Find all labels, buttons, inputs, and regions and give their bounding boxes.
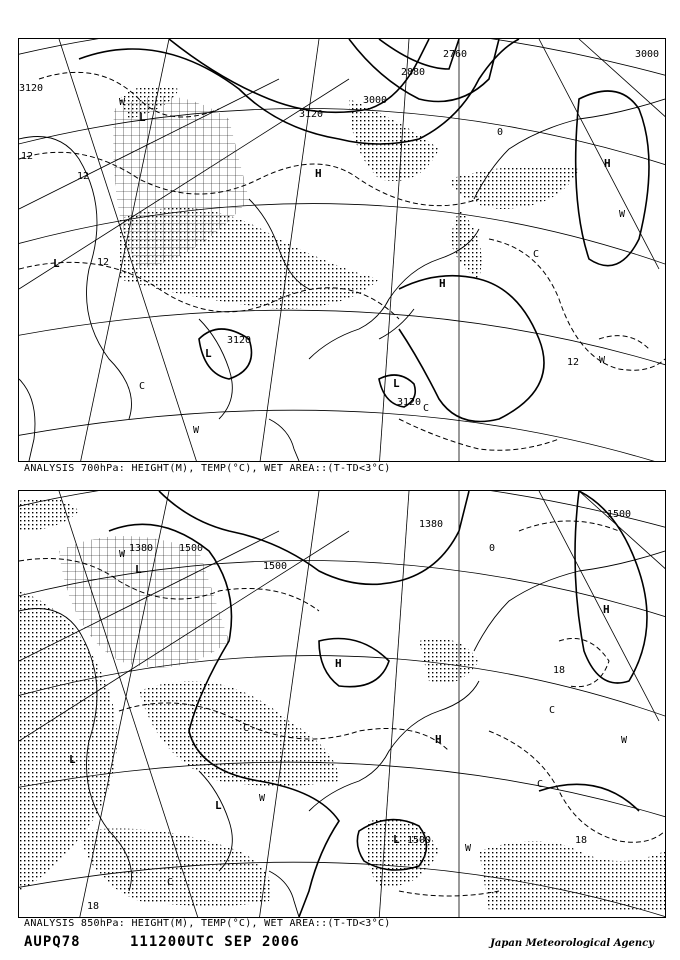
high-center: H [335,657,342,670]
contour-label: 1500 [407,835,432,846]
wet-areas [19,498,665,911]
caption-850hpa: ANALYSIS 850hPa: HEIGHT(M), TEMP(°C), WET AREA::(T-TD<3°C) [24,918,391,929]
isotherm-label: 18 [87,901,100,912]
contour-label: 3120 [227,335,252,346]
contour-label: 1500 [607,509,632,520]
map-700hpa-svg [19,39,665,461]
warm-marker: W [621,735,628,746]
caption-700hpa: ANALYSIS 700hPa: HEIGHT(M), TEMP(°C), WET AREA::(T-TD<3°C) [24,463,391,474]
contour-label: 2880 [401,67,426,78]
map-850hpa-svg [19,491,665,917]
isotherm-label: 18 [575,835,588,846]
low-center: L [53,257,60,270]
map-panel-850hpa [18,490,666,918]
cold-marker: C [139,381,146,392]
low-center: L [205,347,212,360]
cold-marker: C [533,249,540,260]
isotherm-label: 12 [21,151,34,162]
contour-label: 3000 [363,95,388,106]
isotherm-label: 0 [497,127,504,138]
cold-marker: C [549,705,556,716]
warm-marker: W [619,209,626,220]
low-center: L [393,377,400,390]
low-center: L [215,799,222,812]
map-panel-700hpa [18,38,666,462]
low-center: L [393,833,400,846]
cold-marker: C [423,403,430,414]
isotherm-labels [21,127,579,368]
warm-marker: W [193,425,200,436]
warm-marker: W [259,793,266,804]
contour-label: 1500 [179,543,204,554]
low-center: L [69,753,76,766]
isotherm-label: 0 [489,543,496,554]
low-center: L [139,111,146,124]
high-center: H [603,603,610,616]
isotherm-label: 12 [97,257,110,268]
low-center: L [135,563,142,576]
chart-id: AUPQ78 [24,934,81,950]
high-center: H [604,157,611,170]
agency-credit: Japan Meteorological Agency [490,938,654,949]
contour-label: 3120 [299,109,324,120]
cold-marker: C [537,779,544,790]
warm-marker: W [465,843,472,854]
high-center: H [315,167,322,180]
contour-label: 3120 [19,83,44,94]
contour-labels [129,509,631,846]
contour-label: 1380 [129,543,154,554]
cold-marker: C [243,723,250,734]
isotherm-label: 12 [567,357,580,368]
warm-marker: W [119,97,126,108]
contour-label: 3120 [397,397,422,408]
warm-marker: W [599,355,606,366]
cold-marker: C [167,877,174,888]
wet-areas [113,86,579,309]
isotherm-label: 12 [77,171,90,182]
contour-label: 1500 [263,561,288,572]
contour-label: 1380 [419,519,444,530]
contour-labels [19,49,659,408]
graticule [19,39,665,461]
isotherm-label: 18 [553,665,566,676]
analysis-datetime: 111200UTC SEP 2006 [130,934,300,950]
warm-marker: W [119,549,126,560]
contour-label: 3000 [635,49,660,60]
high-center: H [439,277,446,290]
high-center: H [435,733,442,746]
contour-label: 2760 [443,49,468,60]
